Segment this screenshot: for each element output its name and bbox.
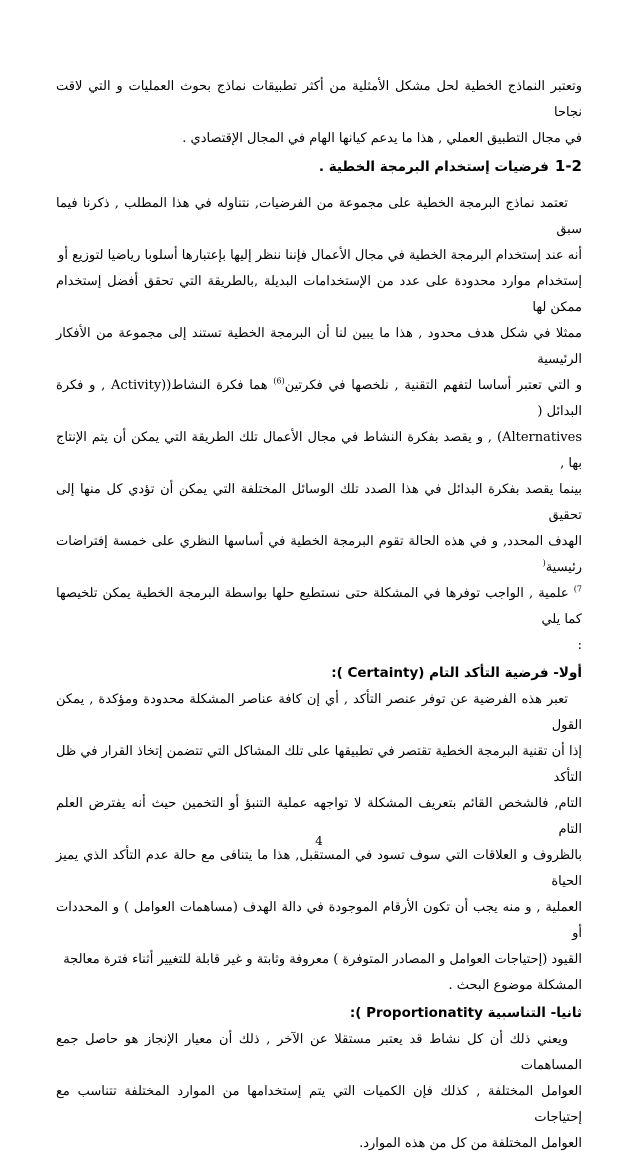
- subsection-heading: أولا- فرضية التأكد التام (Certainty ):: [331, 665, 582, 681]
- text-run: الهدف المحدد, و في هذه الحالة تقوم البرمجة الخطية في أساسها النظري على خمسة إفتراضات رئيسية: [56, 534, 582, 575]
- paragraph-line: [56, 529, 582, 581]
- page-number: 4: [315, 834, 323, 848]
- paragraph-line: القيود (إحتياجات العوامل و المصادر المتوفرة ) معروفة وثابتة و غير قابلة للتغيير أثناء فترة معالجة: [63, 952, 582, 967]
- paragraph-line: Alternatives) , و يقصد بفكرة النشاط في مجال الأعمال تلك الطريقة التي يمكن أن يتم الإنتاج بها ,: [56, 430, 582, 471]
- paragraph-line: بالظروف و العلاقات التي سوف تسود في المستقبل, هذا ما يتنافى مع حالة عدم التأكد الذي يميز الحياة: [56, 848, 582, 889]
- paragraph-line: المشكلة موضوع البحث .: [448, 978, 582, 993]
- paragraph-line: العوامل المختلفة من كل من هذه الموارد.: [359, 1136, 582, 1151]
- paragraph-line: ويعني ذلك أن كل نشاط قد يعتبر مستقلا عن الآخر , ذلك أن معيار الإنجاز هو حاصل جمع المساهمات: [56, 1032, 582, 1073]
- section-heading: [56, 152, 582, 181]
- paragraph-line: [56, 581, 582, 633]
- footnote-ref: (: [542, 558, 546, 568]
- paragraph-line: تعتمد نماذج البرمجة الخطية على مجموعة من الفرضيات, نتناوله في هذا المطلب , ذكرنا فيما سبق: [56, 196, 582, 237]
- paragraph-line: أنه عند إستخدام البرمجة الخطية في مجال الأعمال فإننا ننظر إليها بإعتبارها أسلوبا رياضيا لتوزيع أو: [58, 248, 582, 263]
- footnote-ref: (6): [273, 376, 285, 386]
- paragraph-line: وتعتبر النماذج الخطية لحل مشكل الأمثلية من أكثر تطبيقات نماذج بحوث العمليات و التي لاقت نجاحا: [56, 79, 582, 120]
- paragraph-line: :: [577, 638, 582, 653]
- document-body: [56, 74, 582, 1157]
- footnote-ref: 7): [573, 584, 582, 594]
- paragraph-line: ممثلا في شكل هدف محدود , هذا ما يبين لنا أن البرمجة الخطية تستند إلى مجموعة من الأفكار الرئيسية: [56, 326, 582, 367]
- paragraph-line: العملية , و منه يجب أن تكون الأرقام الموجودة في دالة الهدف (مساهمات العوامل ) و المحددات أو: [56, 900, 582, 941]
- section-title: فرضيات إستخدام البرمجة الخطية .: [318, 159, 549, 175]
- paragraph-line: إستخدام موارد محدودة على عدد من الإستخدامات البديلة ,بالطريقة التي تحقق أفضل إستخدام ممكن لها: [56, 274, 582, 315]
- paragraph-line: العوامل المختلفة , كذلك فإن الكميات التي يتم إستخدامها من الموارد المختلفة تتناسب مع إحتياجات: [56, 1084, 582, 1125]
- section-number: 1-2: [554, 157, 582, 175]
- text-run: و التي تعتبر أساسا لتفهم التقنية , نلخصها في فكرتين: [284, 378, 583, 393]
- paragraph-line: التام, فالشخص القائم بتعريف المشكلة لا تواجهه عملية التنبؤ أو التخمين حيث أنه يفترض العلم التام: [56, 796, 582, 837]
- paragraph-line: [56, 373, 582, 425]
- paragraph-line: تعبر هذه الفرضية عن توفر عنصر التأكد , أي إن كافة عناصر المشكلة محدودة ومؤكدة , يمكن القول: [56, 692, 582, 733]
- text-run: هما فكرة النشاط((Activity , و فكرة البدائل (: [56, 378, 582, 419]
- text-run: علمية , الواجب توفرها في المشكلة حتى نستطيع حلها بواسطة البرمجة الخطية يمكن تلخيصها كما يلي: [56, 586, 582, 627]
- paragraph-line: في مجال التطبيق العملي , هذا ما يدعم كيانها الهام في المجال الإقتصادي .: [182, 131, 582, 146]
- paragraph-line: إذا أن تقنية البرمجة الخطية تقتصر في تطبيقها على تلك المشاكل التي تتضمن إتخاذ القرار في ظل التأكد: [56, 744, 582, 785]
- subsection-heading: ثانيا- التناسبية Proportionatity ):: [349, 1005, 582, 1021]
- paragraph-line: بينما يقصد بفكرة البدائل في هذا الصدد تلك الوسائل المختلفة التي يمكن أن تؤدي كل منها إلى تحقيق: [56, 482, 582, 523]
